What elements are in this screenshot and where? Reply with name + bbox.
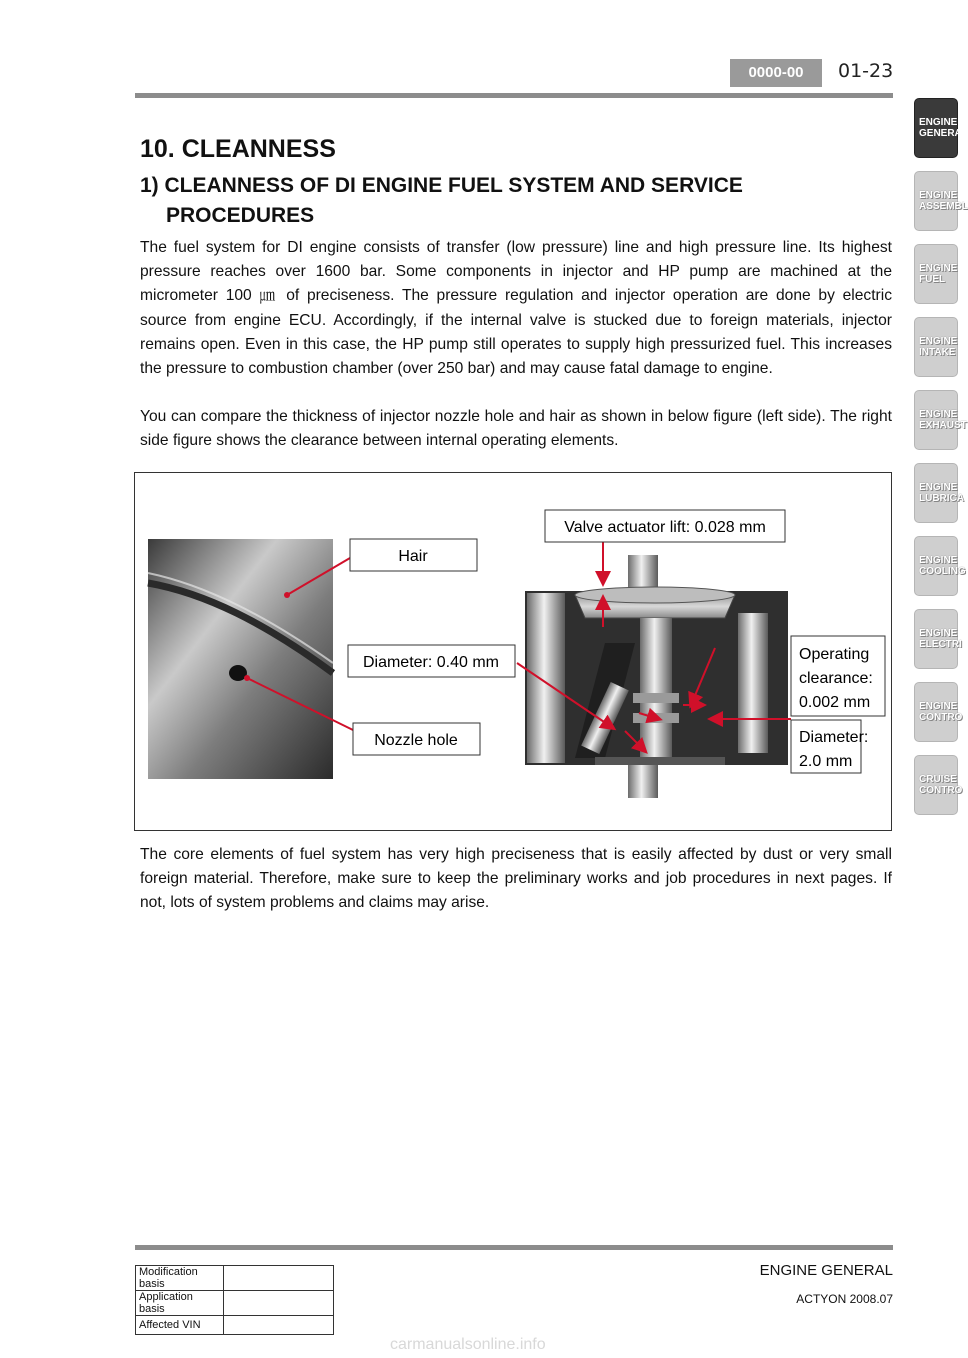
valve-diameter-line2: 2.0 mm [799,753,853,770]
tab-cruise-control[interactable] [914,755,963,815]
tab-label-line1: ENGINE [919,117,958,128]
callout-hair-text: Hair [398,548,428,565]
tab-label-line1: ENGINE [919,628,958,639]
table-row [136,1266,334,1291]
valve-diameter-line1: Diameter: [799,729,869,746]
watermark: carmanualsonline.info [390,1336,546,1353]
intro-paragraph: The fuel system for DI engine consists of transfer (low pressure) line and high pressure line. Its highest pressure reaches over 1600 bar. Some components in injector and HP pump are machined at the micrometer 100 ㎛ of preciseness. The pressure regulation and injector operation are done by electric source from engine ECU. Accordingly, if the internal valve is stucked due to foreign materials, injector remains open. Even in this case, the HP pump still operates to supply high pressurized fuel. This increases the pressure to combustion chamber (over 250 bar) and may cause fatal damage to engine. [140,239,892,378]
microscope-photo [148,539,333,779]
tab-label-line2: ELECTRI [919,639,962,650]
tab-label-line1: CRUISE [919,774,957,785]
tab-label-line2: LUBRICA [919,493,964,504]
tab-label-line2: EXHAUST [919,420,967,431]
tab-label-line2: CONTRO [919,785,963,796]
tab-engine-lubrication[interactable] [914,463,964,523]
clearance-line1: Operating [799,646,870,663]
callout-operating-clearance [791,636,885,716]
tab-engine-general[interactable] [914,98,962,158]
row-label: Modification basis [136,1266,224,1291]
tab-label-line2: FUEL [919,274,946,285]
footer-model-date: ACTYON 2008.07 [796,1292,893,1306]
valve-cross-section [525,555,788,798]
tab-label-line1: ENGINE [919,336,958,347]
tab-label-line1: ENGINE [919,263,958,274]
callout-valve-diameter [791,720,868,773]
callout-nozzle-hole [353,723,480,755]
chapter-tabs [914,98,968,828]
tab-label-line1: ENGINE [919,190,958,201]
clearance-line2: clearance: [799,670,873,687]
closing-paragraph: The core elements of fuel system has very high preciseness that is easily affected by dust or very small foreign material. Therefore, make sure to keep the preliminary works and job procedures in next pages. If not, lots of system problems and claims may arise. [140,846,892,912]
clearance-line3: 0.002 mm [799,694,871,711]
bottom-divider [135,1245,893,1250]
table-row [136,1316,334,1335]
tab-label-line2: CONTRO [919,712,963,723]
callout-nozzle-hole-text: Nozzle hole [374,732,458,749]
tab-engine-fuel[interactable] [914,244,958,304]
tab-engine-intake[interactable] [914,317,958,377]
subsection-title-line1: 1) CLEANNESS OF DI ENGINE FUEL SYSTEM AND SERVICE [140,174,743,197]
page-number: 01-23 [838,60,894,82]
callout-hair [350,539,477,571]
tab-engine-electrical[interactable] [914,609,962,669]
row-value [224,1266,334,1291]
tab-label-line2: GENERA [919,128,962,139]
modification-table [135,1265,334,1335]
figure-illustration [135,473,891,830]
table-row [136,1291,334,1316]
row-label: Application basis [136,1291,224,1316]
figure-description-paragraph: You can compare the thickness of injector nozzle hole and hair as shown in below figure (left side). The right side figure shows the clearance between internal operating elements. [140,408,892,450]
injector-figure [134,472,892,831]
row-value [224,1291,334,1316]
callout-valve-lift [545,510,785,542]
row-value [224,1316,334,1335]
footer-chapter-title: ENGINE GENERAL [759,1262,893,1279]
tab-engine-assembly[interactable] [914,171,968,231]
callout-valve-lift-text: Valve actuator lift: 0.028 mm [564,519,766,536]
tab-engine-control[interactable] [914,682,963,742]
tab-engine-exhaust[interactable] [914,390,967,450]
tab-label-line2: COOLING [919,566,966,577]
row-label: Affected VIN [136,1316,224,1335]
section-code-badge: 0000-00 [730,59,822,87]
tab-label-line1: ENGINE [919,482,958,493]
tab-label-line2: ASSEMBL [919,201,968,212]
callout-diameter-hole-text: Diameter: 0.40 mm [362,654,500,671]
tab-label-line2: INTAKE [919,347,956,358]
top-divider [135,93,893,98]
tab-label-line1: ENGINE [919,701,958,712]
tab-label-line1: ENGINE [919,409,958,420]
tab-label-line1: ENGINE [919,555,958,566]
callout-diameter-hole [348,645,515,677]
subsection-title-line2: PROCEDURES [166,204,315,227]
section-title: 10. CLEANNESS [140,135,336,163]
tab-engine-cooling[interactable] [914,536,966,596]
